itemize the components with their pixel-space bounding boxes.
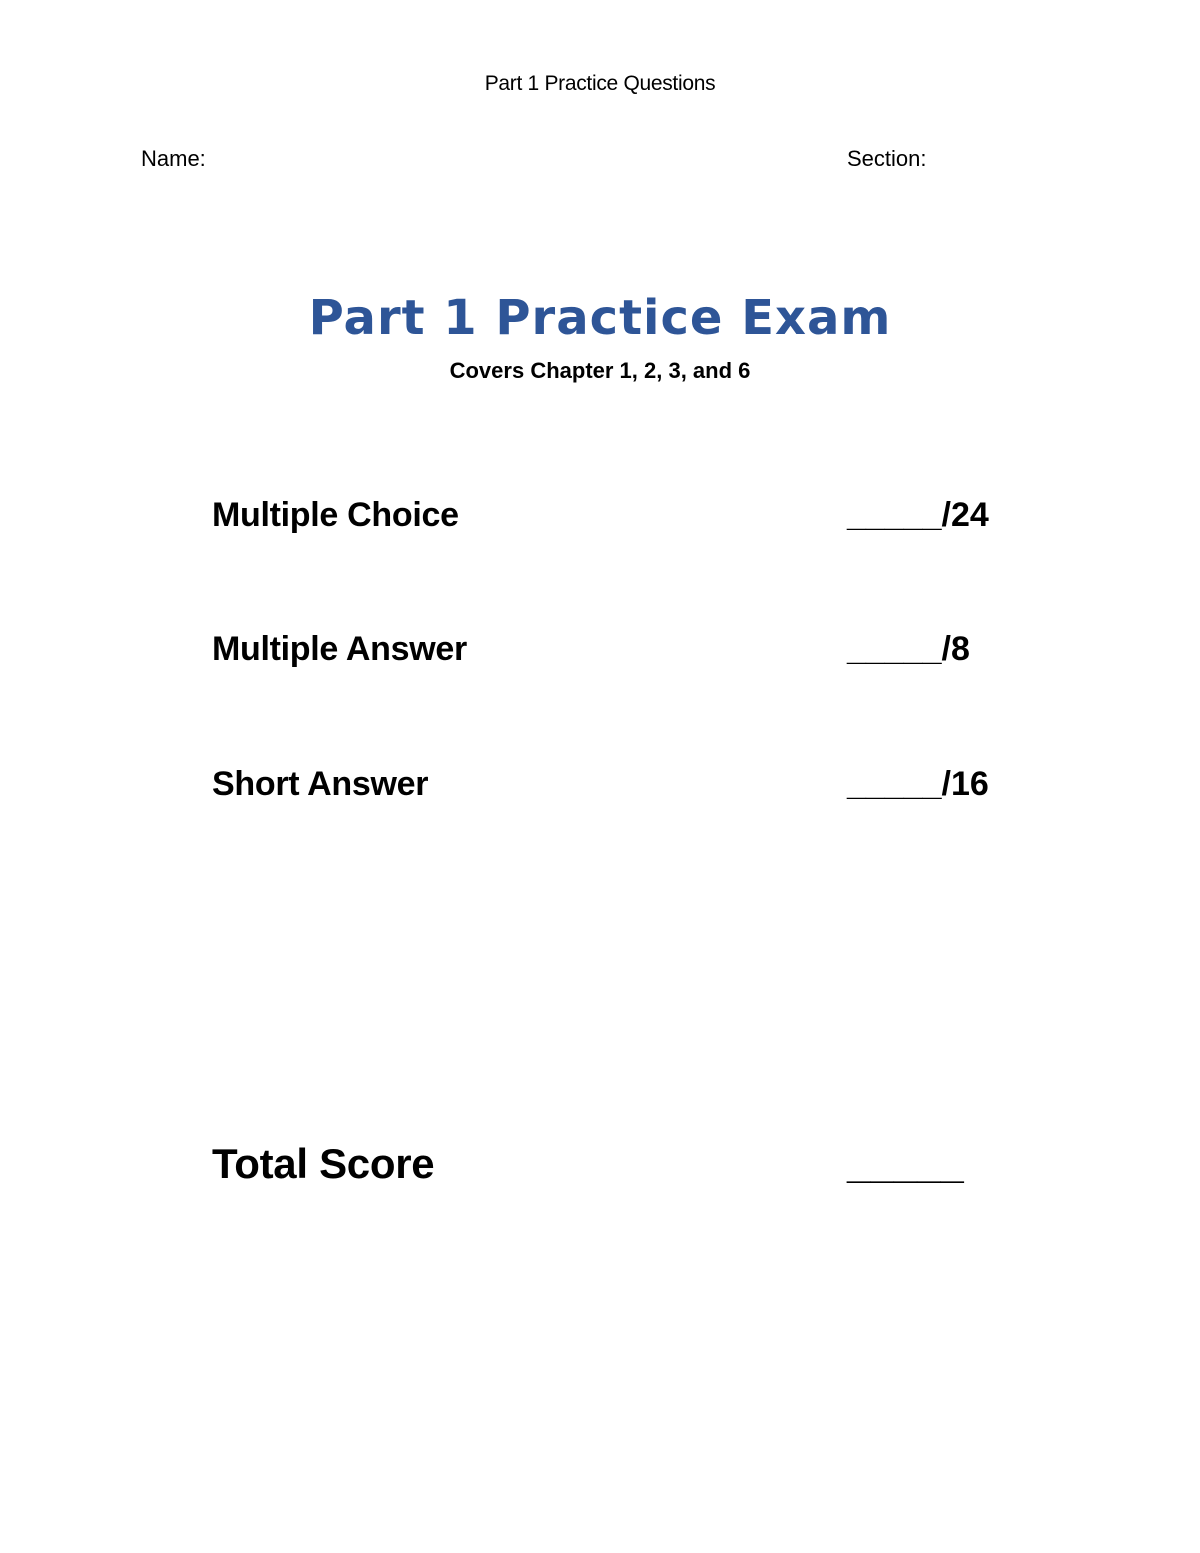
total-score-blank: _____ (847, 1140, 964, 1187)
score-row-short-answer (212, 765, 1012, 815)
score-label: Short Answer (212, 765, 429, 803)
exam-title: Part 1 Practice Exam (308, 290, 892, 346)
score-blank: _____/8 (847, 630, 970, 668)
score-row-multiple-choice (212, 496, 1012, 546)
name-field-label: Name: (141, 146, 206, 171)
score-label: Multiple Choice (212, 496, 459, 534)
exam-subtitle: Covers Chapter 1, 2, 3, and 6 (449, 358, 751, 383)
section-field-label: Section: (847, 146, 927, 171)
score-row-multiple-answer (212, 630, 1012, 680)
score-blank: _____/16 (847, 765, 989, 803)
page-running-title: Part 1 Practice Questions (484, 72, 716, 95)
score-label: Multiple Answer (212, 630, 467, 668)
total-score-label: Total Score (212, 1140, 435, 1187)
score-row-total (212, 1140, 1012, 1190)
score-blank: _____/24 (847, 496, 989, 534)
